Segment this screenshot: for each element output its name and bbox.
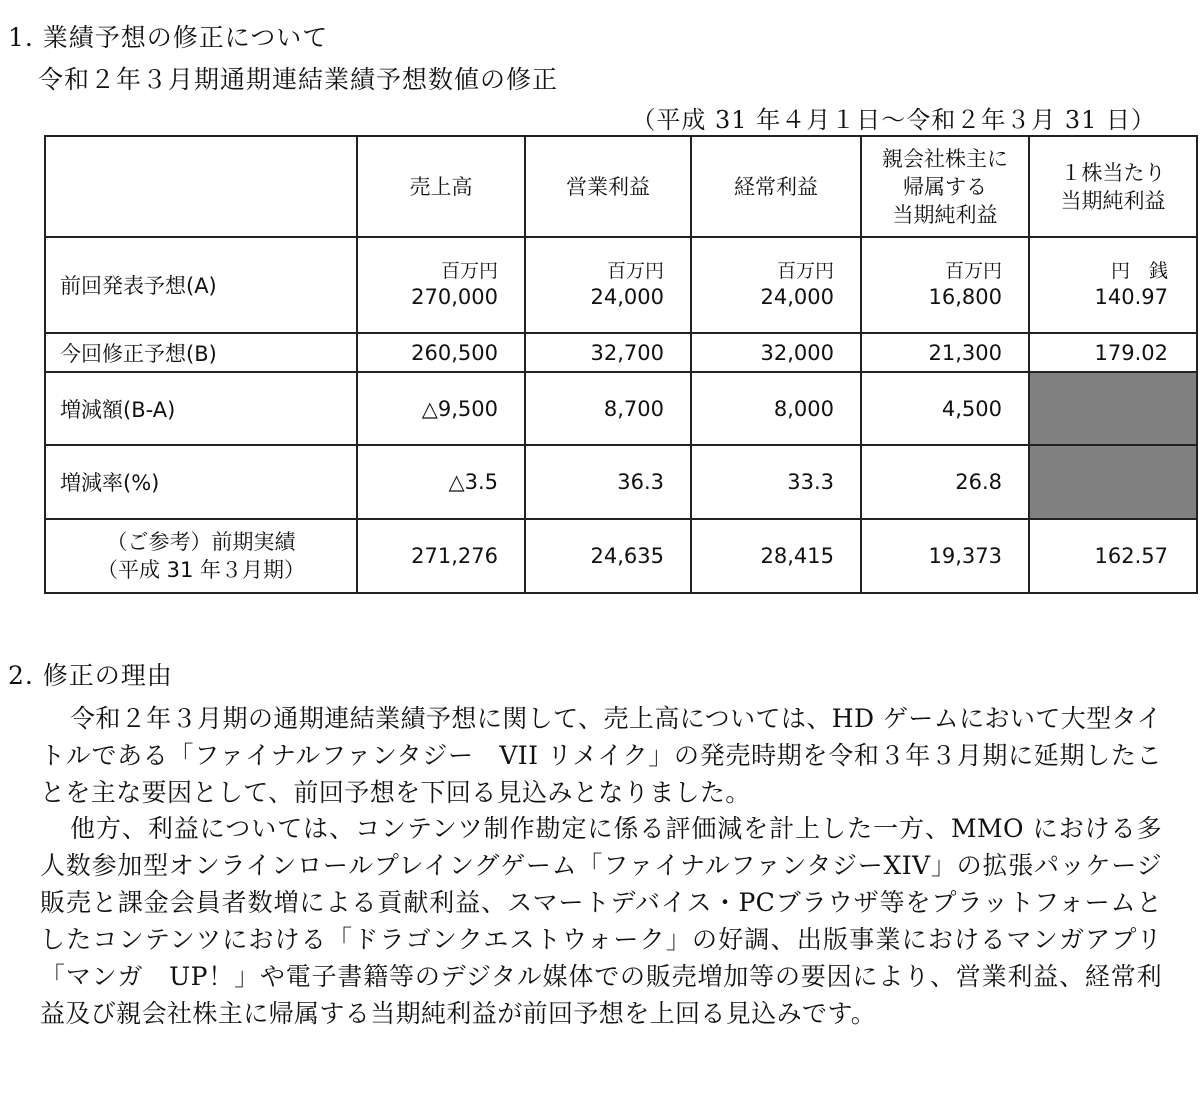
unit-label: 百万円 xyxy=(440,260,498,282)
cell-number: 270,000 xyxy=(411,285,498,309)
cell-value: 260,500 xyxy=(357,333,525,372)
cell-value: △9,500 xyxy=(357,372,525,445)
header-eps-line1: １株当たり xyxy=(1060,160,1166,185)
section1-subheading: 令和２年３月期通期連結業績予想数値の修正 xyxy=(38,65,559,94)
cell-value: 179.02 xyxy=(1029,333,1197,372)
cell-value: 24,635 xyxy=(525,519,691,593)
cell-value xyxy=(691,237,861,333)
cell-value: 26.8 xyxy=(861,445,1029,519)
cell-number: 16,800 xyxy=(928,285,1002,309)
section2-heading: 2. 修正の理由 xyxy=(8,661,173,690)
reference-label-line2: （平成 31 年３月期） xyxy=(96,558,306,582)
cell-value xyxy=(861,237,1029,333)
cell-value: 32,000 xyxy=(691,333,861,372)
table-row xyxy=(45,372,1197,445)
header-eps xyxy=(1029,136,1197,237)
cell-value: 32,700 xyxy=(525,333,691,372)
reason-paragraph-1: 令和２年３月期の通期連結業績予想に関して、売上高については、HD ゲームにおいて大型タイトルである「ファイナルファンタジー VII リメイク」の発売時期を令和３年３月期に延期したことを主な要因として、前回予想を下回る見込みとなりました。 xyxy=(40,704,1162,807)
cell-number: 24,000 xyxy=(590,285,664,309)
cell-value: 33.3 xyxy=(691,445,861,519)
cell-value xyxy=(525,237,691,333)
row-label-reference xyxy=(45,519,357,593)
row-label: 増減率(%) xyxy=(45,445,357,519)
cell-value: 19,373 xyxy=(861,519,1029,593)
cell-value: 36.3 xyxy=(525,445,691,519)
unit-label: 百万円 xyxy=(944,260,1002,282)
cell-number: 140.97 xyxy=(1094,285,1168,309)
header-ordinary-income: 経常利益 xyxy=(691,136,861,237)
cell-value: △3.5 xyxy=(357,445,525,519)
cell-value: 8,700 xyxy=(525,372,691,445)
cell-value: 8,000 xyxy=(691,372,861,445)
table-header-row xyxy=(45,136,1197,237)
cell-value: 162.57 xyxy=(1029,519,1197,593)
reason-paragraph-2: 他方、利益については、コンテンツ制作勘定に係る評価減を計上した一方、MMO における多人数参加型オンラインロールプレイングゲーム「ファイナルファンタジーXIV」の拡張パッケージ販売と課金会員者数増による貢献利益、スマートデバイス・PCブラウザ等をプラットフォームとしたコンテンツにおける「ドラゴンクエストウォーク」の好調、出版事業におけるマンガアプリ「マンガ UP！」や電子書籍等のデジタル媒体での販売増加等の要因により、営業利益、経常利益及び親会社株主に帰属する当期純利益が前回予想を上回る見込みです。 xyxy=(40,814,1162,1028)
shaded-cell xyxy=(1029,445,1197,519)
unit-label: 百万円 xyxy=(776,260,834,282)
unit-label: 円 銭 xyxy=(1110,260,1168,282)
reference-label-line1: （ご参考）前期実績 xyxy=(106,530,296,554)
header-blank-cell xyxy=(45,136,357,237)
cell-value: 21,300 xyxy=(861,333,1029,372)
header-net-income-line2: 帰属する xyxy=(903,174,987,199)
cell-value xyxy=(1029,237,1197,333)
shaded-cell xyxy=(1029,372,1197,445)
cell-value xyxy=(357,237,525,333)
header-eps-line2: 当期純利益 xyxy=(1060,188,1166,213)
cell-value: 4,500 xyxy=(861,372,1029,445)
header-net-income-line3: 当期純利益 xyxy=(892,202,998,227)
row-label: 増減額(B-A) xyxy=(45,372,357,445)
unit-label: 百万円 xyxy=(606,260,664,282)
row-label: 前回発表予想(A) xyxy=(45,237,357,333)
table-row xyxy=(45,333,1197,372)
header-sales: 売上高 xyxy=(357,136,525,237)
cell-number: 24,000 xyxy=(760,285,834,309)
cell-value: 271,276 xyxy=(357,519,525,593)
section1-heading: 1. 業績予想の修正について xyxy=(8,23,329,52)
header-net-income xyxy=(861,136,1029,237)
header-operating-income: 営業利益 xyxy=(525,136,691,237)
forecast-table xyxy=(44,135,1198,594)
table-row xyxy=(45,445,1197,519)
header-net-income-line1: 親会社株主に xyxy=(882,146,1008,171)
cell-value: 28,415 xyxy=(691,519,861,593)
table-row xyxy=(45,519,1197,593)
row-label: 今回修正予想(B) xyxy=(45,333,357,372)
period-range: （平成 31 年４月１日～令和２年３月 31 日） xyxy=(631,106,1156,134)
table-row xyxy=(45,237,1197,333)
